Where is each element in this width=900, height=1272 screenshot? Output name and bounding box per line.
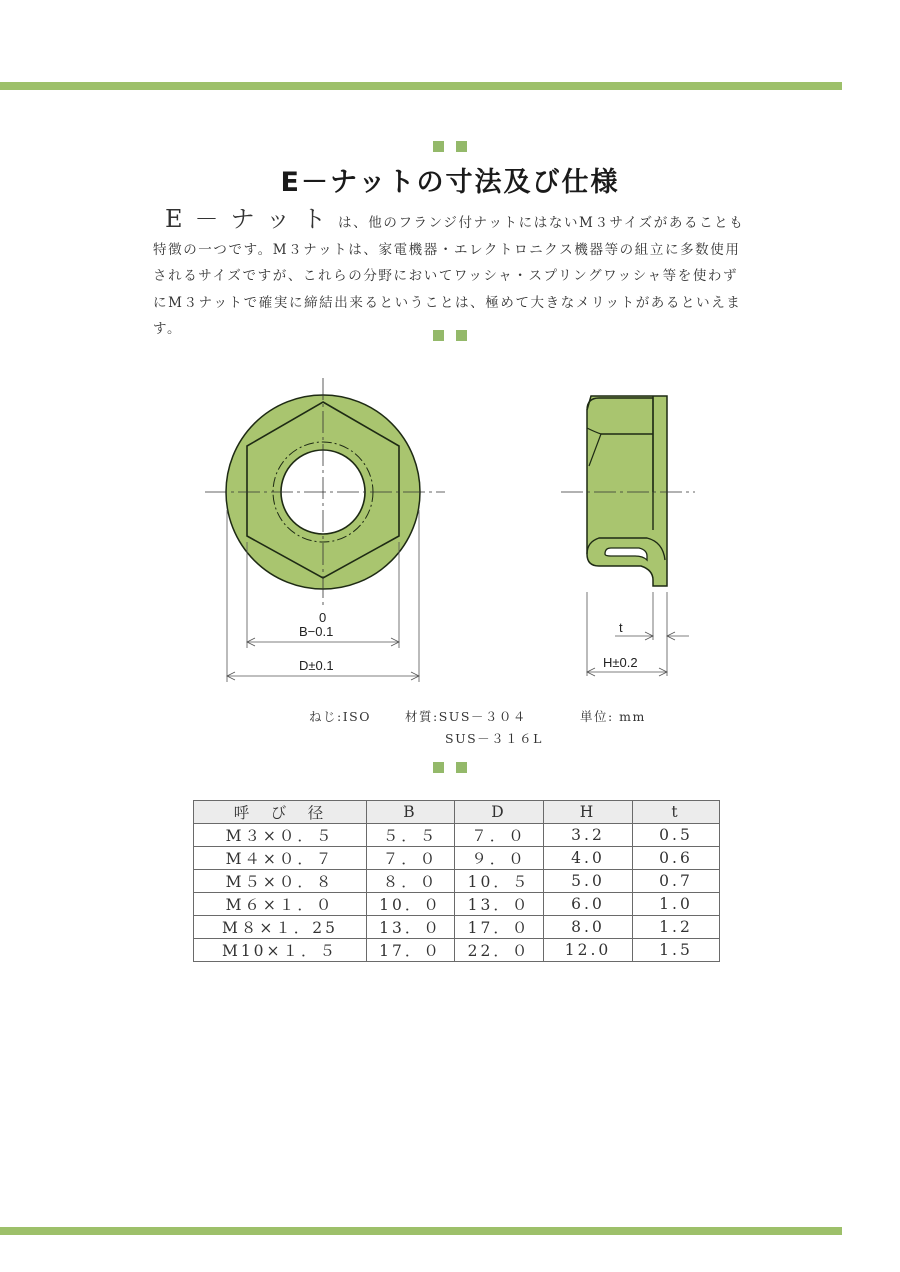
marker-square [433,762,444,773]
cell-t: 0.6 [633,847,720,870]
material-1-value: SUS－３０４ [438,709,527,724]
material-label: 材質: [405,709,439,724]
cell-h: 8.0 [544,916,633,939]
material-1 [405,706,580,728]
spec-notes [309,706,646,750]
marker-square [433,141,444,152]
side-view [561,396,695,676]
table-row [194,824,720,847]
thread-standard: ねじ:ISO [309,709,371,724]
table-row [194,916,720,939]
cell-t: 1.2 [633,916,720,939]
intro-lead: E－ナット [165,205,339,233]
cell-b: 10．０ [367,893,455,916]
cell-size: M４×０．７ [194,847,367,870]
cell-t: 1.5 [633,939,720,962]
table-header-row [194,801,720,824]
d-dimension-label: D±0.1 [299,658,334,673]
cell-b: ５．５ [367,824,455,847]
section-marker [0,141,900,152]
cell-size: M８×１．25 [194,916,367,939]
marker-square [456,330,467,341]
material-2: SUS－３１６L [445,731,543,746]
cell-size: M３×０．５ [194,824,367,847]
cell-d: 10．５ [455,870,544,893]
intro-text: は、他のフランジ付ナットにはないM３サイズがあることも特徴の一つです。M３ナットは、家電機器・エレクトロニクス機器等の組立に多数使用されるサイズですが、これらの分野においてワッシャ・スプリングワッシャ等を使わずにM３ナットで確実に締結出来るということは、極めて大きなメリットがあるといえます。 [153,215,745,337]
h-dimension-label: H±0.2 [603,655,638,670]
cell-b: ８．０ [367,870,455,893]
t-dimension-label: t [619,620,623,635]
cell-t: 0.7 [633,870,720,893]
cell-d: 17．０ [455,916,544,939]
cell-h: 6.0 [544,893,633,916]
section-marker [0,330,900,341]
top-accent-bar [0,82,842,90]
marker-square [433,330,444,341]
cell-t: 0.5 [633,824,720,847]
section-marker [0,762,900,773]
marker-square [456,762,467,773]
table-row [194,847,720,870]
header-d: D [455,801,544,824]
cell-d: 13．０ [455,893,544,916]
intro-paragraph [153,206,753,343]
b-dimension-label: B−0.1 [299,624,334,639]
marker-square [456,141,467,152]
dimension-table [193,800,720,962]
bottom-accent-bar [0,1227,842,1235]
cell-b: 17．０ [367,939,455,962]
b-tolerance-upper: 0 [319,610,327,625]
cell-size: M６×１．０ [194,893,367,916]
cell-size: M５×０．８ [194,870,367,893]
cell-d: 22．０ [455,939,544,962]
header-h: H [544,801,633,824]
unit-note: 単位: mm [580,709,646,724]
header-t: t [633,801,720,824]
cell-h: 4.0 [544,847,633,870]
cell-d: ９．０ [455,847,544,870]
cell-h: 5.0 [544,870,633,893]
cell-t: 1.0 [633,893,720,916]
cell-d: ７．０ [455,824,544,847]
header-nominal-size: 呼 び 径 [194,801,367,824]
cell-h: 3.2 [544,824,633,847]
page-title: E－ナットの寸法及び仕様 [280,167,620,198]
table-row [194,939,720,962]
header-b: B [367,801,455,824]
cell-size: M10×１．５ [194,939,367,962]
cell-b: 13．０ [367,916,455,939]
table-row [194,870,720,893]
nut-drawing [195,370,715,694]
cell-b: ７．０ [367,847,455,870]
table-row [194,893,720,916]
cell-h: 12.0 [544,939,633,962]
